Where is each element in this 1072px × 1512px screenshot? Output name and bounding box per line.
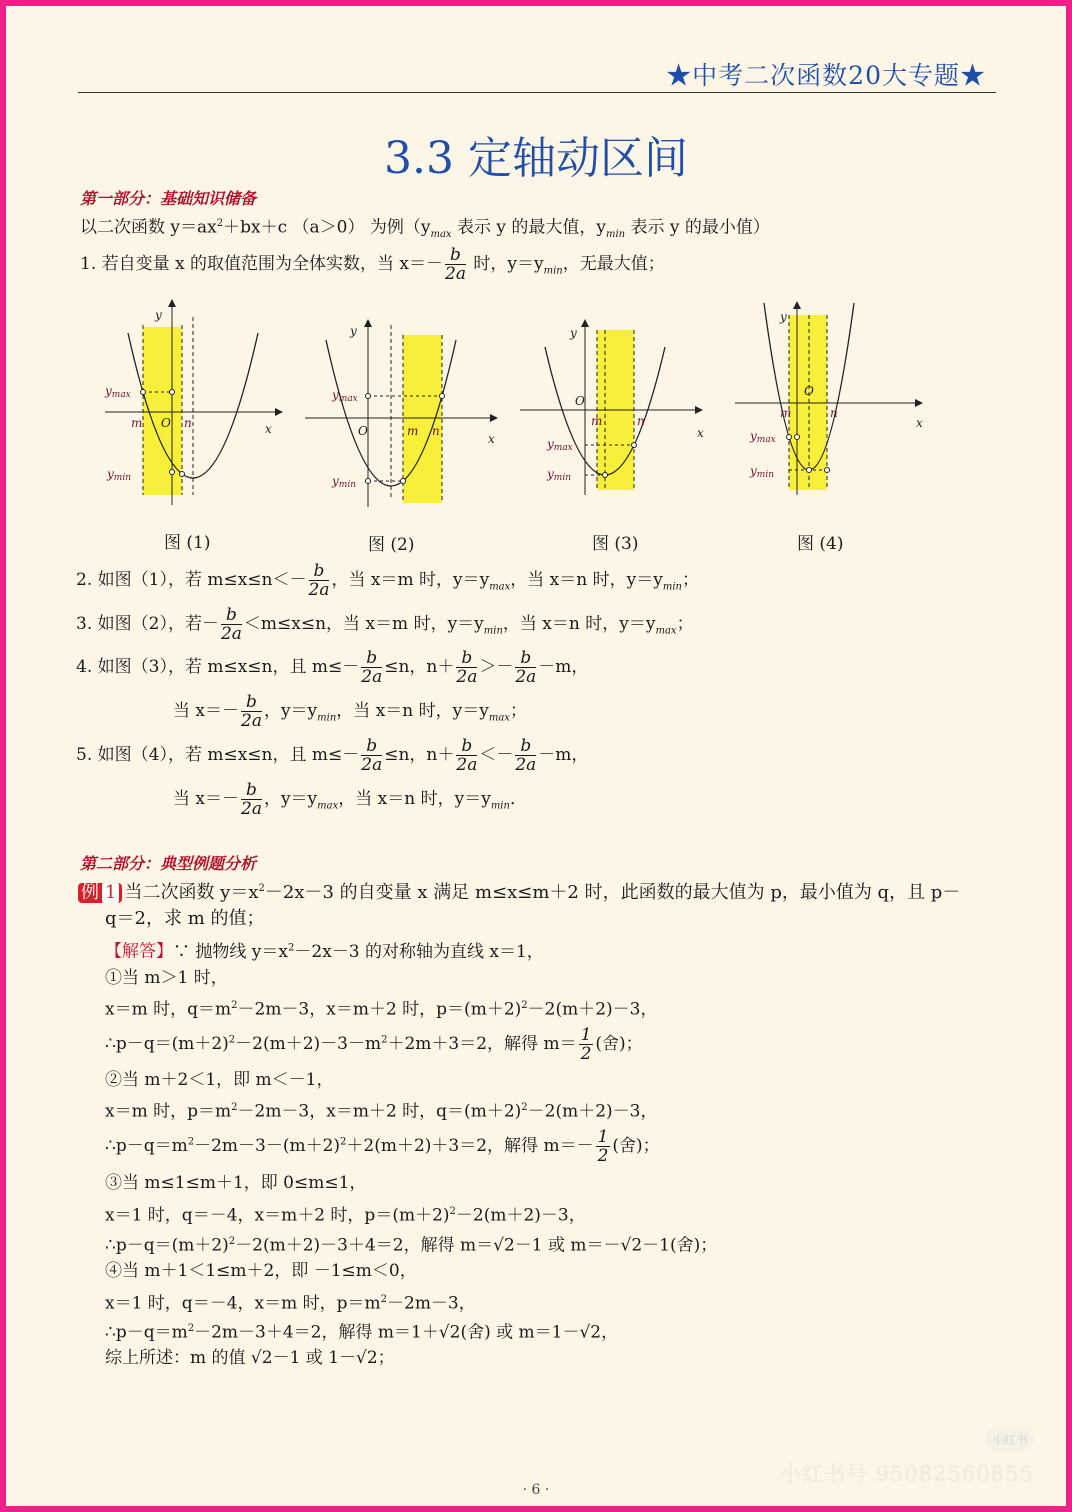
text-segment: ＋2m＋3＝2，解得 m＝ (387, 1034, 577, 1054)
superscript: 2 (216, 218, 224, 229)
figure-label: x (697, 426, 704, 440)
example-badge: 例 1 (78, 883, 122, 903)
figure-label: ymax (105, 384, 131, 400)
figure-caption-2: 图 (2) (368, 535, 415, 555)
text-segment: ，当 x＝n 时，y＝y (510, 570, 663, 590)
watermark: 小红书号 9508256085​5 (780, 1462, 1034, 1486)
text-segment: ≤n，n＋ (384, 745, 455, 765)
text-segment: ． (509, 789, 527, 809)
text-segment: ＞－ (479, 657, 514, 677)
figure-label: x (265, 422, 272, 436)
x-axis-arrow-icon (490, 414, 498, 422)
text-segment: ∴p－q＝m (105, 1136, 188, 1156)
superscript: 2 (381, 1034, 388, 1046)
subscript: max (655, 625, 677, 637)
text-segment: ＋2(m＋2)＋3＝2，解得 m＝－ (346, 1136, 594, 1156)
figure-4 (730, 295, 930, 525)
subscript: max (430, 229, 452, 241)
text-segment: (舍)； (612, 1136, 660, 1156)
superscript: 2 (187, 1136, 195, 1148)
solution-line (105, 968, 228, 988)
text-segment: ，当 x＝n 时，y＝y (336, 701, 489, 721)
fraction: $\frac{b}{2a}$ (456, 736, 478, 775)
fraction: $\frac{b}{2a}$ (515, 648, 537, 687)
text-segment: ； (681, 570, 699, 590)
figure-label: m (780, 406, 792, 420)
fraction: $\frac{b}{2a}$ (241, 692, 262, 731)
superscript: 2 (340, 1136, 347, 1148)
solution-line (105, 1026, 643, 1063)
superscript: 2 (521, 1000, 528, 1011)
superscript: 2 (288, 942, 295, 953)
solution-line (105, 1173, 366, 1193)
solution-line (105, 1202, 586, 1226)
solution-line (105, 1290, 476, 1314)
text-segment: －m， (538, 657, 589, 677)
subscript: min (543, 265, 563, 277)
figure-label: n (637, 414, 645, 428)
figure-label: O (161, 416, 171, 430)
fraction: $\frac{1}{2}$ (580, 1025, 592, 1064)
rule-2 (76, 562, 699, 599)
text-segment: ∴p－q＝m (105, 1322, 188, 1343)
solution-line (105, 1232, 717, 1256)
subscript: max (488, 712, 510, 724)
text-segment: 当 x＝－ (173, 789, 239, 809)
rule-5-cont (173, 781, 527, 818)
text-segment: ，无最大值； (562, 254, 665, 274)
fraction: $\frac{b}{2a}$ (361, 736, 383, 775)
solution-line (105, 1319, 618, 1343)
fraction: $\frac{1}{2}$ (597, 1127, 609, 1166)
solution-line (105, 996, 657, 1020)
text-segment: 时，y＝y (467, 254, 544, 274)
fraction: $\frac{b}{2a}$ (445, 245, 466, 284)
fraction: $\frac{b}{2a}$ (456, 648, 478, 687)
figure-label: O (804, 384, 814, 398)
figure-label: n (184, 416, 192, 430)
interval-band (403, 335, 442, 503)
superscript: 2 (231, 1102, 238, 1113)
y-axis-arrow-icon (364, 319, 372, 327)
fraction: $\frac{b}{2a}$ (361, 648, 383, 687)
subscript: min (490, 800, 510, 812)
figure-label: y (780, 310, 787, 324)
superscript: 2 (258, 883, 265, 894)
subscript: min (317, 712, 337, 724)
text-segment: 表示 y 的最大值，y (451, 217, 606, 238)
text-segment: q＝2，求 m 的值； (105, 908, 265, 929)
text-segment: ＜－ (479, 745, 514, 765)
series-title: ★中考二次函数20大专题★ (666, 61, 986, 90)
example-question (78, 879, 960, 903)
figure-label: ymax (750, 429, 776, 445)
text-segment: 4. 如图（3），若 m≤x≤n，且 m≤－ (76, 657, 360, 677)
superscript: 2 (228, 1236, 236, 1247)
figure-label: y (570, 326, 577, 340)
text-segment: ∵ 抛物线 y＝x (173, 941, 288, 962)
text-segment: ∴p－q＝(m＋2) (105, 1235, 229, 1256)
figure-caption-1: 图 (1) (164, 533, 211, 553)
text-segment: －2m－3－(m＋2) (194, 1136, 341, 1156)
figure-1 (85, 295, 285, 525)
subscript: max (489, 581, 511, 593)
y-axis-arrow-icon (168, 299, 176, 307)
rule-3 (76, 606, 694, 643)
solution-line (105, 1261, 417, 1281)
text-segment: 3. 如图（2），若－ (76, 614, 219, 634)
text-segment: x＝1 时，q＝－4，x＝m＋2 时，p＝(m＋2) (105, 1205, 450, 1226)
fraction: $\frac{b}{2a}$ (220, 605, 242, 644)
section-heading-part1: 第一部分：基础知识储备 (80, 189, 257, 208)
figure-label: O (575, 394, 585, 408)
rule-4 (76, 649, 588, 686)
text-segment: x＝m 时，p＝m (105, 1101, 232, 1122)
text-segment: ，y＝y (263, 701, 318, 721)
text-segment: －m， (538, 745, 589, 765)
text-segment: x＝1 时，q＝－4，x＝m 时，p＝m (105, 1293, 381, 1314)
document-page (6, 6, 1066, 1506)
superscript: 2 (449, 1206, 456, 1217)
page-title: 3.3 定轴动区间 (384, 133, 688, 184)
superscript: 2 (521, 1102, 528, 1113)
fraction: $\frac{b}{2a}$ (308, 561, 330, 600)
text-segment: －2(m＋2)－3＋4＝2，解得 m＝√2－1 或 m＝－√2－1(舍)； (235, 1235, 718, 1256)
superscript: 2 (231, 1000, 238, 1011)
text-segment: (舍)； (595, 1034, 643, 1054)
text-segment: 2. 如图（1），若 m≤x≤n＜－ (76, 570, 307, 590)
text-segment: 表示 y 的最小值） (625, 217, 770, 238)
text-segment: －2(m＋2)－3， (527, 1101, 658, 1122)
rule-5 (76, 737, 588, 774)
superscript: 2 (187, 1323, 195, 1334)
figure-label: x (488, 432, 495, 446)
figure-label: m (131, 416, 143, 430)
text-segment: 综上所述：m 的值 √2－1 或 1－√2； (105, 1348, 395, 1368)
figure-label: m (591, 414, 603, 428)
intro-line (80, 214, 770, 245)
text-segment: －2x－3 的对称轴为直线 x＝1， (294, 941, 544, 962)
text-segment: －2m－3， (387, 1293, 476, 1314)
figure-label: ymin (547, 467, 571, 483)
answer-label: 【解答】 (105, 941, 173, 962)
example-question-cont (105, 909, 265, 929)
text-segment: ③当 m≤1≤m＋1，即 0≤m≤1， (105, 1173, 367, 1193)
figure-2 (300, 295, 500, 525)
header-divider (78, 92, 996, 93)
y-axis-arrow-icon (793, 301, 801, 309)
x-axis-arrow-icon (275, 408, 283, 416)
subscript: min (662, 581, 682, 593)
text-segment: 1. 若自变量 x 的取值范围为全体实数，当 x＝－ (80, 254, 444, 274)
text-segment: x＝m 时，q＝m (105, 999, 232, 1020)
text-segment: ，y＝y (263, 789, 318, 809)
text-segment: 当二次函数 y＝x (124, 882, 259, 903)
subscript: max (317, 800, 339, 812)
y-axis-arrow-icon (581, 319, 589, 327)
figure-label: y (155, 308, 162, 322)
figure-label: ymin (750, 464, 774, 480)
figure-label: ymax (547, 437, 573, 453)
text-segment: －2m－3，x＝m＋2 时，p＝(m＋2) (237, 999, 522, 1020)
figure-label: ymax (332, 388, 358, 404)
text-segment: －2x－3 的自变量 x 满足 m≤x≤m＋2 时，此函数的最大值为 p，最小值为 q，且 p－ (264, 882, 961, 903)
rule-1 (80, 246, 665, 283)
x-axis-arrow-icon (695, 406, 703, 414)
watermark-logo: 小红书 (986, 1428, 1034, 1451)
text-segment: ④当 m＋1＜1≤m＋2，即 －1≤m＜0， (105, 1261, 417, 1281)
figure-label: x (916, 416, 923, 430)
solution-line (105, 1070, 334, 1090)
fraction: $\frac{b}{2a}$ (515, 736, 537, 775)
solution-line (105, 1128, 660, 1165)
text-segment: ∴p－q＝(m＋2) (105, 1034, 229, 1054)
page-number: · 6 · (522, 1482, 550, 1498)
figure-label: m (407, 424, 419, 438)
text-segment: ，当 x＝n 时，y＝y (338, 789, 491, 809)
x-axis-arrow-icon (915, 399, 923, 407)
text-segment: －2m－3＋4＝2，解得 m＝1＋√2(舍) 或 m＝1－√2， (194, 1322, 619, 1343)
figure-label: n (432, 424, 440, 438)
text-segment: ≤n，n＋ (384, 657, 455, 677)
rule-4-cont (173, 693, 527, 730)
text-segment: －2(m＋2)－3， (527, 999, 658, 1020)
subscript: min (605, 229, 626, 241)
figure-label: n (830, 406, 838, 420)
figure-label: ymin (107, 467, 131, 483)
text-segment: －2(m＋2)－3， (455, 1205, 586, 1226)
figure-caption-3: 图 (3) (592, 534, 639, 554)
text-segment: 以二次函数 y＝ax (80, 217, 217, 238)
text-segment: ，当 x＝m 时，y＝y (331, 570, 490, 590)
superscript: 2 (228, 1034, 236, 1046)
figure-label: O (358, 424, 368, 438)
superscript: 2 (380, 1294, 387, 1305)
text-segment: ②当 m＋2＜1，即 m＜－1， (105, 1070, 334, 1090)
text-segment: ，当 x＝n 时，y＝y (502, 614, 656, 634)
figure-label: ymin (332, 474, 356, 490)
section-heading-part2: 第二部分：典型例题分析 (80, 854, 257, 873)
subscript: min (483, 625, 503, 637)
figure-3 (515, 295, 715, 525)
text-segment: 当 x＝－ (173, 701, 239, 721)
text-segment: 5. 如图（4），若 m≤x≤n，且 m≤－ (76, 745, 360, 765)
text-segment: ＋bx＋c （a＞0） 为例（y (223, 217, 431, 238)
text-segment: ①当 m＞1 时， (105, 968, 228, 988)
solution-line (105, 1348, 395, 1368)
solution-line (105, 1098, 657, 1122)
text-segment: －2m－3，x＝m＋2 时，q＝(m＋2) (237, 1101, 522, 1122)
text-segment: －2(m＋2)－3－m (235, 1034, 382, 1054)
fraction: $\frac{b}{2a}$ (241, 780, 262, 819)
text-segment: ； (676, 614, 694, 634)
figure-label: y (350, 324, 357, 338)
solution-line (105, 938, 544, 962)
text-segment: ； (509, 701, 527, 721)
text-segment: ＜m≤x≤n，当 x＝m 时，y＝y (243, 614, 484, 634)
figure-caption-4: 图 (4) (797, 534, 844, 554)
